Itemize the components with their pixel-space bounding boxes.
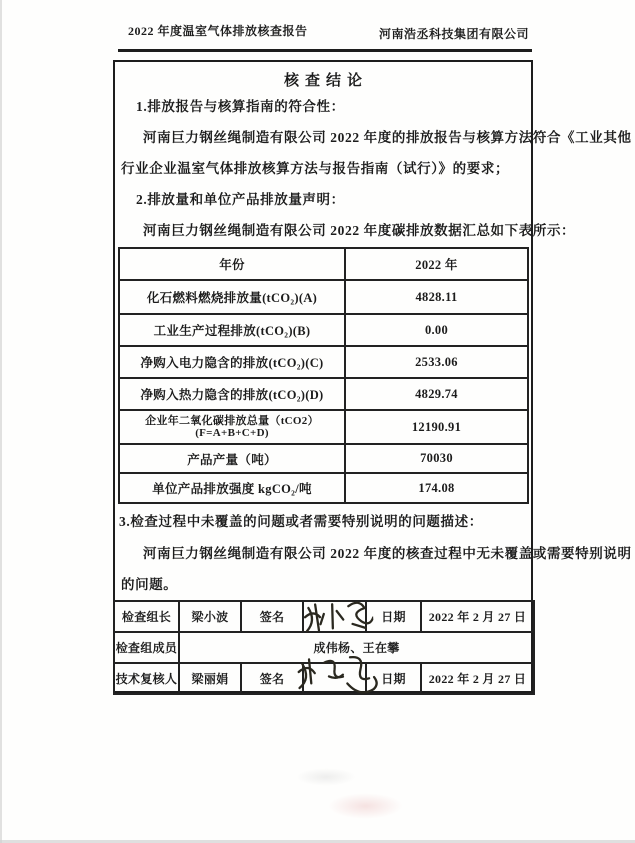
signoff-role: 技术复核人 (114, 663, 179, 694)
table-row (114, 663, 534, 694)
section3-line2: 的问题。 (121, 577, 178, 592)
emission-row-value: 2533.06 (345, 346, 528, 378)
emission-summary-table (118, 247, 529, 504)
running-header-report-title: 2022 年度温室气体排放核查报告 (128, 24, 308, 38)
signoff-date: 2022 年 2 月 27 日 (421, 601, 534, 632)
table-row (119, 248, 528, 280)
section1-line2: 行业企业温室气体排放核算方法与报告指南（试行）》的要求； (121, 161, 510, 176)
emission-header-value: 2022 年 (345, 248, 528, 280)
signoff-sign-label: 签名 (241, 601, 303, 632)
verification-conclusion-box (113, 60, 632, 693)
emission-total-label-line1: 企业年二氧化碳排放总量（tCO2） (145, 415, 319, 427)
table-row (119, 280, 528, 314)
table-row (119, 314, 528, 346)
emission-row-value: 0.00 (345, 314, 528, 346)
emission-row-label: 化石燃料燃烧排放量(tCO₂)(A) (119, 280, 345, 314)
emission-row-value: 70030 (345, 444, 528, 473)
emission-row-label: 产品产量（吨） (119, 444, 345, 473)
signoff-name: 梁丽娟 (179, 663, 241, 694)
signoff-signature-cell (303, 663, 366, 694)
table-row (114, 632, 534, 663)
signoff-role: 检查组成员 (114, 632, 179, 663)
emission-row-label (119, 410, 345, 444)
signoff-name: 梁小波 (179, 601, 241, 632)
running-header-company: 河南浩丞科技集团有限公司 (378, 27, 529, 41)
table-row (114, 601, 534, 632)
signoff-sign-label: 签名 (241, 663, 303, 694)
emission-row-value: 12190.91 (345, 410, 528, 444)
signoff-signature-cell (303, 601, 366, 632)
signoff-date: 2022 年 2 月 27 日 (421, 663, 534, 694)
section2-heading: 2.排放量和单位产品排放量声明： (136, 192, 345, 207)
emission-row-value: 4828.11 (345, 280, 528, 314)
signoff-members: 成伟杨、王在攀 (179, 632, 534, 663)
section2-intro: 河南巨力钢丝绳制造有限公司 2022 年度碳排放数据汇总如下表所示： (143, 223, 576, 238)
scan-edge-left (0, 0, 2, 843)
emission-row-value: 174.08 (345, 473, 528, 503)
section3-line1: 河南巨力钢丝绳制造有限公司 2022 年度的核查过程中无未覆盖或需要特别说明 (143, 546, 632, 561)
signoff-date-label: 日期 (366, 663, 421, 694)
table-row (119, 378, 528, 410)
table-row (119, 346, 528, 378)
scan-smudge-pink (328, 793, 403, 819)
section-title: 核查结论 (283, 73, 368, 89)
emission-row-label: 净购入热力隐含的排放(tCO₂)(D) (119, 378, 345, 410)
signoff-table (113, 600, 535, 695)
emission-row-value: 4829.74 (345, 378, 528, 410)
header-rule (118, 49, 532, 52)
emission-total-label-line2: (F=A+B+C+D) (195, 427, 269, 439)
table-row (119, 410, 528, 444)
table-row (119, 473, 528, 503)
section1-heading: 1.排放报告与核算指南的符合性： (136, 99, 345, 114)
scan-smudge-gray (296, 768, 356, 786)
section3-heading: 3.检查过程中未覆盖的问题或者需要特别说明的问题描述： (119, 514, 483, 529)
section1-line1: 河南巨力钢丝绳制造有限公司 2022 年度的排放报告与核算方法符合《工业其他 (143, 130, 632, 145)
table-row (119, 444, 528, 473)
emission-row-label: 单位产品排放强度 kgCO₂/吨 (119, 473, 345, 503)
signoff-date-label: 日期 (366, 601, 421, 632)
emission-row-label: 净购入电力隐含的排放(tCO₂)(C) (119, 346, 345, 378)
emission-header-label: 年份 (119, 248, 345, 280)
signoff-role: 检查组长 (114, 601, 179, 632)
emission-row-label: 工业生产过程排放(tCO₂)(B) (119, 314, 345, 346)
